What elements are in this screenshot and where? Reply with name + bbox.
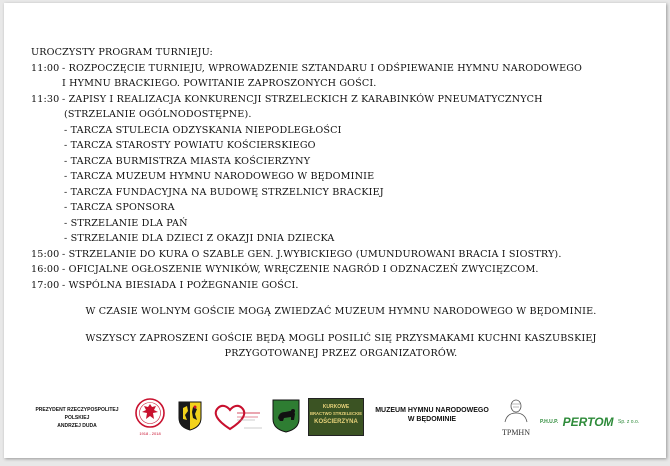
- tpmhn-logo: [496, 397, 536, 437]
- bear-shield-logo: [272, 399, 300, 438]
- event-row: [31, 92, 651, 108]
- event-text: - WSPÓLNA BIESIADA I POŻEGNANIE GOŚCI.: [62, 279, 299, 291]
- event-row: [31, 61, 651, 77]
- centenary-eagle-logo: [132, 397, 168, 439]
- heart-icon: [210, 403, 264, 433]
- griffin-shield-icon: [178, 401, 202, 431]
- list-item: - TARCZA FUNDACYJNA NA BUDOWĘ STRZELNICY BRACKIEJ: [64, 186, 384, 198]
- list-item: - TARCZA SPONSORA: [64, 202, 175, 213]
- program-text: [31, 45, 651, 362]
- list-item: - TARCZA MUZEUM HYMNU NARODOWEGO W BĘDOMINIE: [64, 171, 375, 182]
- event-time: 16:00: [31, 264, 60, 275]
- pertom-prefix: P.H.U.P.: [540, 418, 559, 425]
- list-item: - TARCZA STULECIA ODZYSKANIA NIEPODLEGŁOŚCI: [64, 124, 342, 136]
- program-heading: UROCZYSTY PROGRAM TURNIEJU:: [31, 47, 213, 58]
- event-text: - OFICJALNE OGŁOSZENIE WYNIKÓW, WRĘCZENIE NAGRÓD I ODZNACZEŃ ZWYCIĘZCOM.: [62, 264, 539, 275]
- kbs-line-2: BRACTWO STRZELECKIE: [309, 411, 363, 416]
- event-continuation: I HYMNU BRACKIEGO. POWITANIE ZAPROSZONYCH GOŚCI.: [62, 78, 377, 89]
- event-text: - ZAPISY I REALIZACJA KONKURENCJI STRZELECKICH Z KARABINKÓW PNEUMATYCZNYCH: [62, 93, 543, 105]
- event-time: 11:00: [31, 62, 60, 74]
- event-time: 11:30: [31, 93, 60, 105]
- president-patronage: [28, 406, 126, 430]
- centenary-years: 1918 - 2018: [139, 431, 161, 436]
- president-label: PREZYDENT RZECZYPOSPOLITEJ POLSKIEJ: [35, 407, 119, 421]
- museum-logo: [368, 406, 496, 424]
- sponsor-logos: [4, 393, 666, 439]
- kbs-line-3: KOŚCIERZYNA: [314, 419, 358, 425]
- event-row: [31, 247, 651, 263]
- pertom-suffix: Sp. z o.o.: [617, 418, 640, 425]
- kbs-koscierzyna-logo: [308, 398, 364, 436]
- tpmhn-label: TPMHN: [501, 428, 530, 437]
- event-text: - ROZPOCZĘCIE TURNIEJU, WPROWADZENIE SZTANDARU I ODŚPIEWANIE HYMNU NARODOWEGO: [62, 62, 583, 74]
- list-item: - TARCZA BURMISTRZA MIASTA KOŚCIERZYNY: [64, 155, 311, 167]
- bear-icon: [272, 399, 300, 433]
- event-time: 17:00: [31, 279, 60, 291]
- pertom-logo: [540, 413, 660, 431]
- event-time: 15:00: [31, 248, 60, 260]
- event-continuation: (STRZELANIE OGÓLNODOSTĘPNE).: [64, 109, 252, 120]
- heart-logo: [210, 403, 264, 438]
- coat-of-arms-logo: [178, 401, 202, 436]
- kbs-line-1: KURKOWE: [322, 404, 350, 410]
- food-note-line-1: WSZYSCY ZAPROSZENI GOŚCIE BĘDĄ MOGLI POSILIĆ SIĘ PRZYSMAKAMI KUCHNI KASZUBSKIEJ: [85, 332, 597, 344]
- food-note-line-2: PRZYGOTOWANEJ PRZEZ ORGANIZATORÓW.: [224, 348, 458, 359]
- portrait-icon: [496, 397, 536, 423]
- invitation-page: [4, 3, 666, 458]
- museum-note: W CZASIE WOLNYM GOŚCIE MOGĄ ZWIEDZAĆ MUZEUM HYMNU NARODOWEGO W BĘDOMINIE.: [85, 306, 597, 317]
- list-item: - STRZELANIE DLA DZIECI Z OKAZJI DNIA DZIECKA: [64, 233, 335, 244]
- list-item: - TARCZA STAROSTY POWIATU KOŚCIERSKIEGO: [64, 140, 316, 151]
- museum-name-line-2: W BĘDOMINIE: [407, 416, 457, 423]
- list-item: - STRZELANIE DLA PAŃ: [64, 217, 188, 229]
- event-text: - STRZELANIE DO KURA O SZABLE GEN. J.WYBICKIEGO (UMUNDUROWANI BRACIA I SIOSTRY).: [62, 248, 562, 260]
- president-name: ANDRZEJ DUDA: [57, 423, 97, 429]
- event-row: [31, 278, 651, 294]
- museum-name-line-1: MUZEUM HYMNU NARODOWEGO: [375, 407, 489, 414]
- pertom-name: PERTOM: [562, 414, 614, 429]
- event-row: [31, 262, 651, 278]
